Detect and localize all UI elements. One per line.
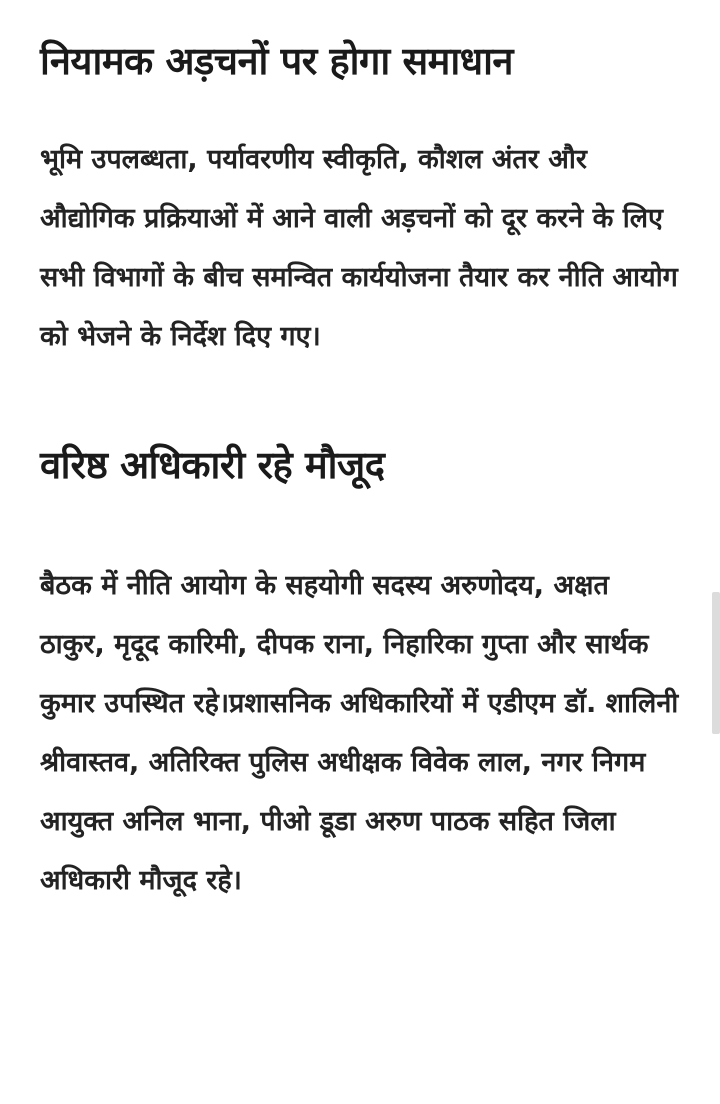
section-paragraph-regulatory: भूमि उपलब्धता, पर्यावरणीय स्वीकृति, कौशल अंतर और औद्योगिक प्रक्रियाओं में आने वाली अड़चनों को दूर करने के लिए सभी विभागों के बीच समन्वित कार्ययोजना तैयार कर नीति आयोग को भेजने के निर्देश दिए गए। <box>40 144 678 352</box>
section-heading-officials: वरिष्ठ अधिकारी रहे मौजूद <box>40 443 385 487</box>
article-body <box>40 30 680 910</box>
section-paragraph-officials: बैठक में नीति आयोग के सहयोगी सदस्य अरुणोदय, अक्षत ठाकुर, मृदूद कारिमी, दीपक राना, निहारिका गुप्ता और सार्थक कुमार उपस्थित रहे।प्रशासनिक अधिकारियों में एडीएम डॉ. शालिनी श्रीवास्तव, अतिरिक्त पुलिस अधीक्षक विवेक लाल, नगर निगम आयुक्त अनिल भाना, पीओ डूडा अरुण पाठक सहित जिला अधिकारी मौजूद रहे। <box>40 570 679 896</box>
section-heading-regulatory: नियामक अड़चनों पर होगा समाधान <box>40 39 514 83</box>
scrollbar-thumb[interactable] <box>712 592 720 734</box>
